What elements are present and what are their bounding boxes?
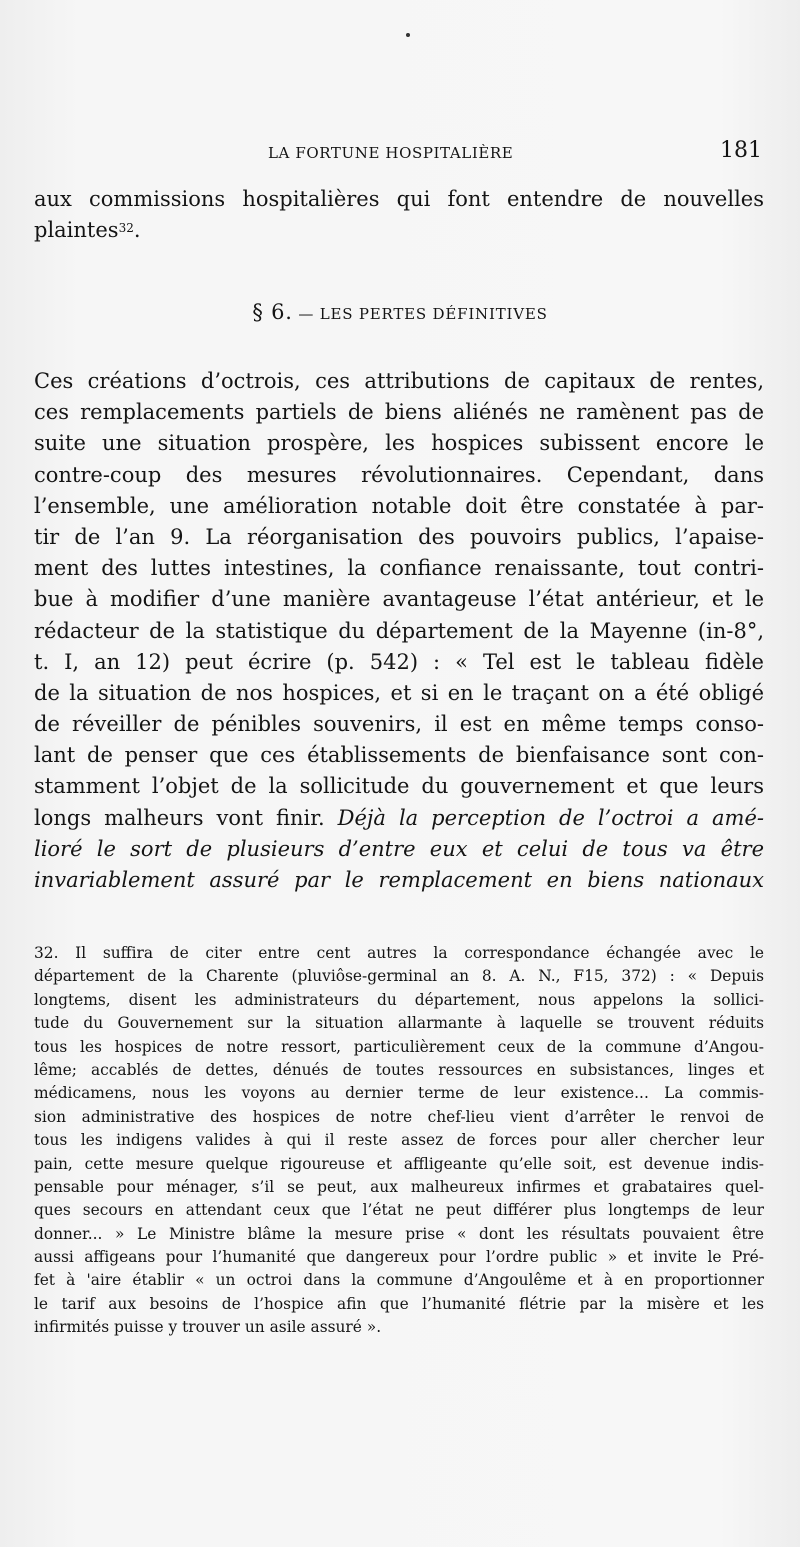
paragraph-line: l’ensemble, une amélioration notable doit être constatée à par- [34,493,764,518]
paragraph-line: rédacteur de la statistique du département de la Mayenne (in-8°, [34,618,764,643]
paragraph-line: de réveiller de pénibles souvenirs, il est en même temps conso- [34,712,764,737]
main-paragraph [34,366,764,896]
paragraph-line: de la situation de nos hospices, et si en le traçant on a été obligé [34,680,764,705]
footnote-line: infirmités puisse y trouver un asile assuré ». [34,1318,382,1337]
footnote-line: longtems, disent les administrateurs du département, nous appelons la sollici- [34,990,764,1009]
footnote-line: aussi affigeans pour l’humanité que dangereux pour l’ordre public » et invite le Pré- [34,1248,764,1267]
footnote-line: fet à 'aire établir « un octroi dans la commune d’Angoulême et à en proportionner [34,1271,764,1290]
paragraph-line: ces remplacements partiels de biens aliénés ne ramènent pas de [34,400,764,425]
roman-text: longs malheurs vont finir. [34,805,325,830]
paragraph-line: lant de penser que ces établissements de bienfaisance sont con- [34,743,764,768]
speck-mark [406,33,410,37]
section-heading [0,300,800,324]
paragraph-line-mixed [34,803,764,834]
italic-quote-line: invariablement assuré par le remplacement en biens nationaux [34,868,764,892]
footnote-line: donner... » Le Ministre blâme la mesure prise « dont les résultats pouvaient être [34,1224,764,1243]
section-number: § 6. [252,300,293,324]
intro-period: . [133,218,141,242]
paragraph-line: contre-coup des mesures révolutionnaires. Cependant, dans [34,462,764,487]
footnote-line: tude du Gouvernement sur la situation allarmante à laquelle se trouvent réduits [34,1014,764,1033]
section-title: LES PERTES DÉFINITIVES [319,305,548,323]
footnote-line: médicamens, nous les voyons au dernier terme de leur existence... La commis- [34,1084,764,1103]
paragraph-line: tir de l’an 9. La réorganisation des pouvoirs publics, l’apaise- [34,524,764,549]
footnote-line: pain, cette mesure quelque rigoureuse et affligeante qu’elle soit, est devenue indis- [34,1154,764,1173]
footnote-line: département de la Charente (pluviôse-germinal an 8. A. N., F15, 372) : « Depuis [34,967,764,986]
running-title: LA FORTUNE HOSPITALIÈRE [268,144,514,162]
intro-line-2 [34,215,764,246]
paragraph-line: bue à modifier d’une manière avantageuse l’état antérieur, et le [34,587,764,612]
paragraph-line: suite une situation prospère, les hospices subissent encore le [34,431,764,456]
italic-quote-line: lioré le sort de plusieurs d’entre eux et celui de tous va être [34,836,764,861]
footnote-line: lême; accablés de dettes, dénués de toutes ressources en subsistances, linges et [34,1060,764,1079]
paragraph-line: ment des luttes intestines, la confiance renaissante, tout contri- [34,556,764,581]
footnote-line: le tarif aux besoins de l’hospice afin que l’humanité flétrie par la misère et les [34,1294,764,1313]
page-header [268,138,768,168]
intro-line-1: aux commissions hospitalières qui font entendre de nouvelles [34,187,764,211]
footnote-reference: 32 [118,221,134,235]
footnote-line: 32. Il suffira de citer entre cent autres la correspondance échangée avec le [34,944,764,962]
footnote-line: tous les hospices de notre ressort, particulièrement ceux de la commune d’Angou- [34,1037,764,1056]
paragraph-line: stamment l’objet de la sollicitude du gouvernement et que leurs [34,774,764,799]
italic-quote-text: Déjà la perception de l’octroi a amé- [337,805,764,830]
footnote-line: pensable pour ménager, s’il se peut, aux malheureux infirmes et grabataires quel- [34,1177,764,1196]
footnote-line: ques secours en attendant ceux que l’état ne peut différer plus longtemps de leur [34,1201,764,1220]
page-number: 181 [720,138,762,163]
paragraph-line: Ces créations d’octrois, ces attributions de capitaux de rentes, [34,369,764,393]
intro-word: plaintes [34,218,119,242]
section-dash: — [298,305,315,323]
footnote-line: sion administrative des hospices de notre chef-lieu vient d’arrêter le renvoi de [34,1107,764,1126]
paragraph-line: t. I, an 12) peut écrire (p. 542) : « Tel est le tableau fidèle [34,649,764,674]
footnote-block [34,942,764,1340]
footnote-line: tous les indigens valides à qui il reste assez de forces pour aller chercher leur [34,1131,764,1150]
